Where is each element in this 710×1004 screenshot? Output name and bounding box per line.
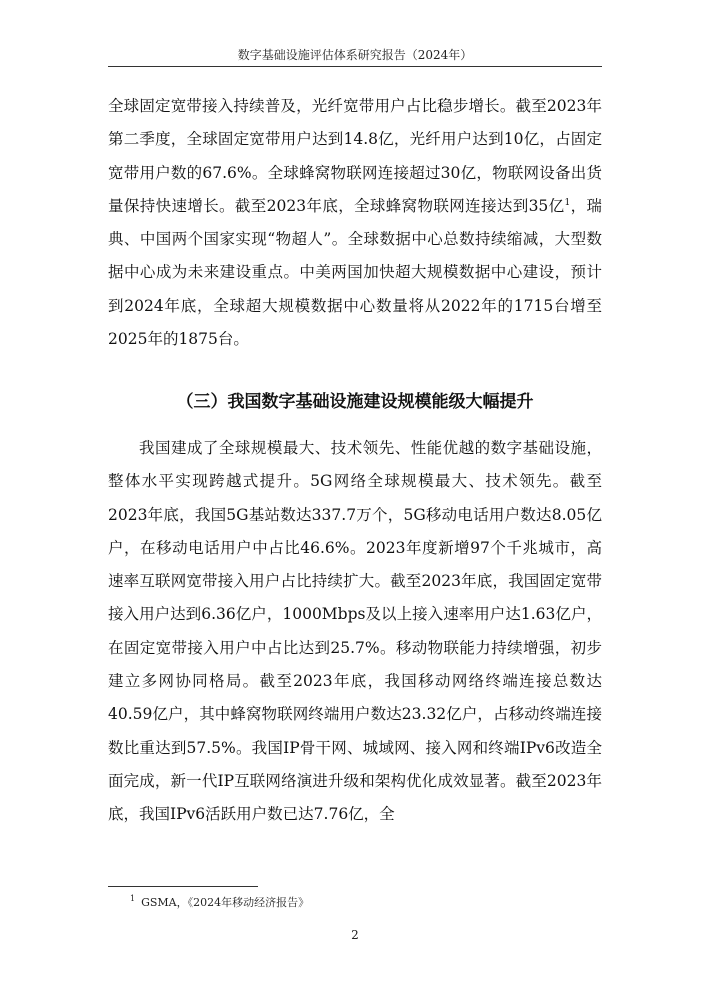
header-divider xyxy=(108,66,602,67)
footnote-text: GSMA，《2024年移动经济报告》 xyxy=(141,896,310,909)
section-heading: （三）我国数字基础设施建设规模能级大幅提升 xyxy=(176,392,534,412)
page-number: 2 xyxy=(351,928,359,942)
paragraph-china-infrastructure: 我国建成了全球规模最大、技术领先、性能优越的数字基础设施，整体水平实现跨越式提升。5G网络全球规模最大、技术领先。截至2023年底，我国5G基站数达337.7万个，5G移动电话用户数达8.05亿户，在移动电话用户中占比46.6%。2023年度新增97个千兆城市，高速率互联网宽带接入用户占比持续扩大。截至2023年底，我国固定宽带接入用户达到6.36亿户，1000Mbps及以上接入速率用户达1.63亿户，在固定宽带接入用户中占比达到25.7%。移动物联能力持续增强，初步建立多网协同格局。截至2023年底，我国移动网络终端连接总数达40.59亿户，其中蜂窝物联网终端用户数达23.32亿户，占移动终端连接数比重达到57.5%。我国IP骨干网、城域网、接入网和终端IPv6改造全面完成，新一代IP互联网络演进升级和架构优化成效显著。截至2023年底，我国IPv6活跃用户数已达7.76亿，全 xyxy=(108,439,602,824)
paragraph-global-infrastructure xyxy=(108,90,602,356)
footnote-marker: 1 xyxy=(130,894,136,904)
footnote xyxy=(130,894,309,910)
footnote-reference[interactable]: 1 xyxy=(564,197,571,208)
running-header: 数字基础设施评估体系研究报告（2024年） xyxy=(237,48,473,62)
paragraph-text: ，瑞典、中国两个国家实现“物超人”。全球数据中心总数持续缩减，大型数据中心成为未来建设重点。中美两国加快超大规模数据中心建设，预计到2024年底，全球超大规模数据中心数量将从2022年的1715台增至2025年的1875台。 xyxy=(108,196,602,349)
footnote-divider xyxy=(108,886,258,887)
paragraph-text: 全球固定宽带接入持续普及，光纤宽带用户占比稳步增长。截至2023年第二季度，全球固定宽带用户达到14.8亿，光纤用户达到10亿，占固定宽带用户数的67.6%。全球蜂窝物联网连接超过30亿，物联网设备出货量保持快速增长。截至2023年底，全球蜂窝物联网连接达到35亿 xyxy=(108,97,602,215)
